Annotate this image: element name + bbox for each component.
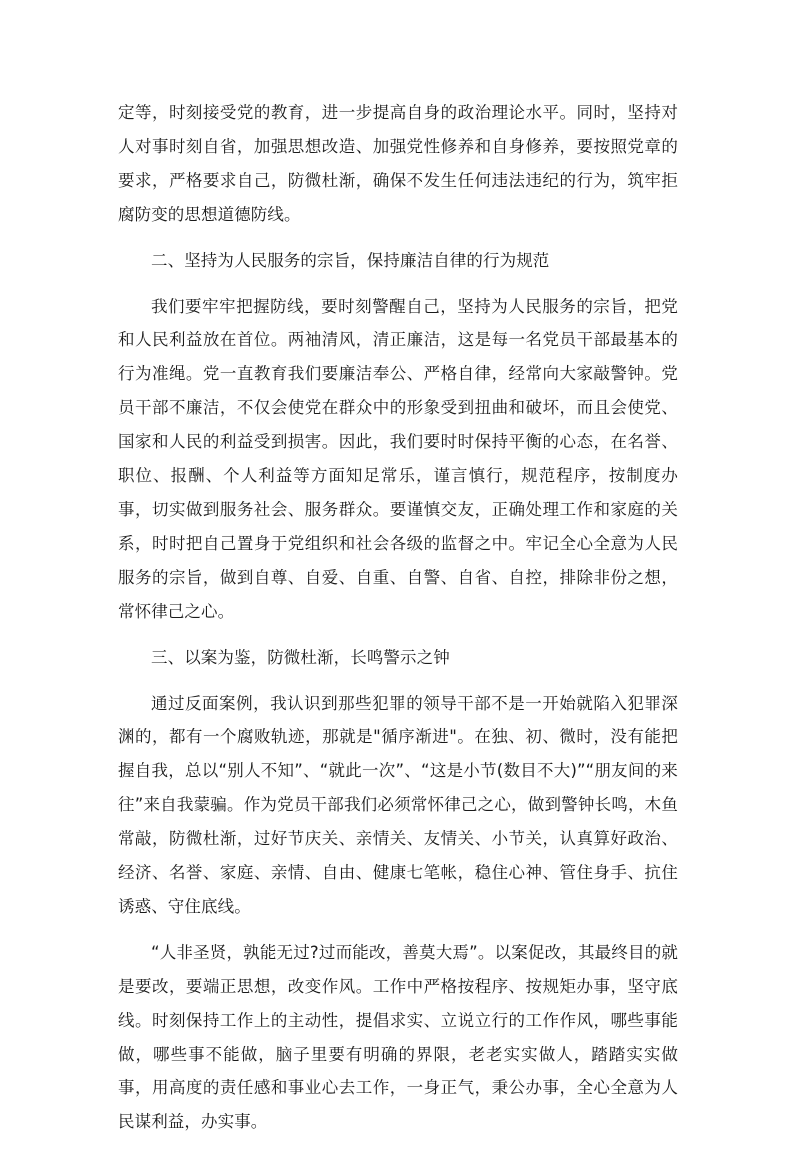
section-heading-3: 三、以案为鉴，防微杜渐，长鸣警示之钟 (151, 647, 450, 667)
section-heading-2: 二、坚持为人民服务的宗旨，保持廉洁自律的行为规范 (151, 250, 550, 270)
paragraph-continuation: 定等，时刻接受党的教育，进一步提高自身的政治理论水平。同时，坚持对人对事时刻自省，加强思想改造、加强党性修养和自身修养，要按照党章的要求，严格要求自己，防微杜渐，确保不发生任何违法违纪的行为，筑牢拒腐防变的思想道德防线。 (118, 103, 678, 224)
paragraph-body: “人非圣贤，孰能无过?过而能改，善莫大焉”。以案促改，其最终目的就是要改，要端正思想，改变作风。工作中严格按程序、按规矩办事，坚守底线。时刻保持工作上的主动性，提倡求实、立说立行的工作作风，哪些事能做，哪些事不能做，脑子里要有明确的界限，老老实实做人，踏踏实实做事，用高度的责任感和事业心去工作，一身正气，秉公办事，全心全意为人民谋利益，办实事。 (118, 942, 678, 1132)
paragraph-body: 通过反面案例，我认识到那些犯罪的领导干部不是一开始就陷入犯罪深渊的，都有一个腐败轨迹，那就是"循序渐进"。在独、初、微时，没有能把握自我，总以“别人不知”、“就此一次”、“这是小节(数目不大)”“朋友间的来往”来自我蒙骗。作为党员干部我们必须常怀律己之心，做到警钟长鸣，木鱼常敲，防微杜渐，过好节庆关、亲情关、友情关、小节关，认真算好政治、经济、名誉、家庭、亲情、自由、健康七笔帐，稳住心神、管住身手、抗住诱惑、守住底线。 (118, 693, 678, 916)
paragraph-body: 我们要牢牢把握防线，要时刻警醒自己，坚持为人民服务的宗旨，把党和人民利益放在首位。两袖清风，清正廉洁，这是每一名党员干部最基本的行为准绳。党一直教育我们要廉洁奉公、严格自律，经常向大家敲警钟。党员干部不廉洁，不仅会使党在群众中的形象受到扭曲和破坏，而且会使党、国家和人民的利益受到损害。因此，我们要时时保持平衡的心态，在名誉、职位、报酬、个人利益等方面知足常乐，谨言慎行，规范程序，按制度办事，切实做到服务社会、服务群众。要谨慎交友，正确处理工作和家庭的关系，时时把自己置身于党组织和社会各级的监督之中。牢记全心全意为人民服务的宗旨，做到自尊、自爱、自重、自警、自省、自控，排除非份之想，常怀律己之心。 (118, 296, 678, 621)
document-page (118, 96, 678, 1151)
